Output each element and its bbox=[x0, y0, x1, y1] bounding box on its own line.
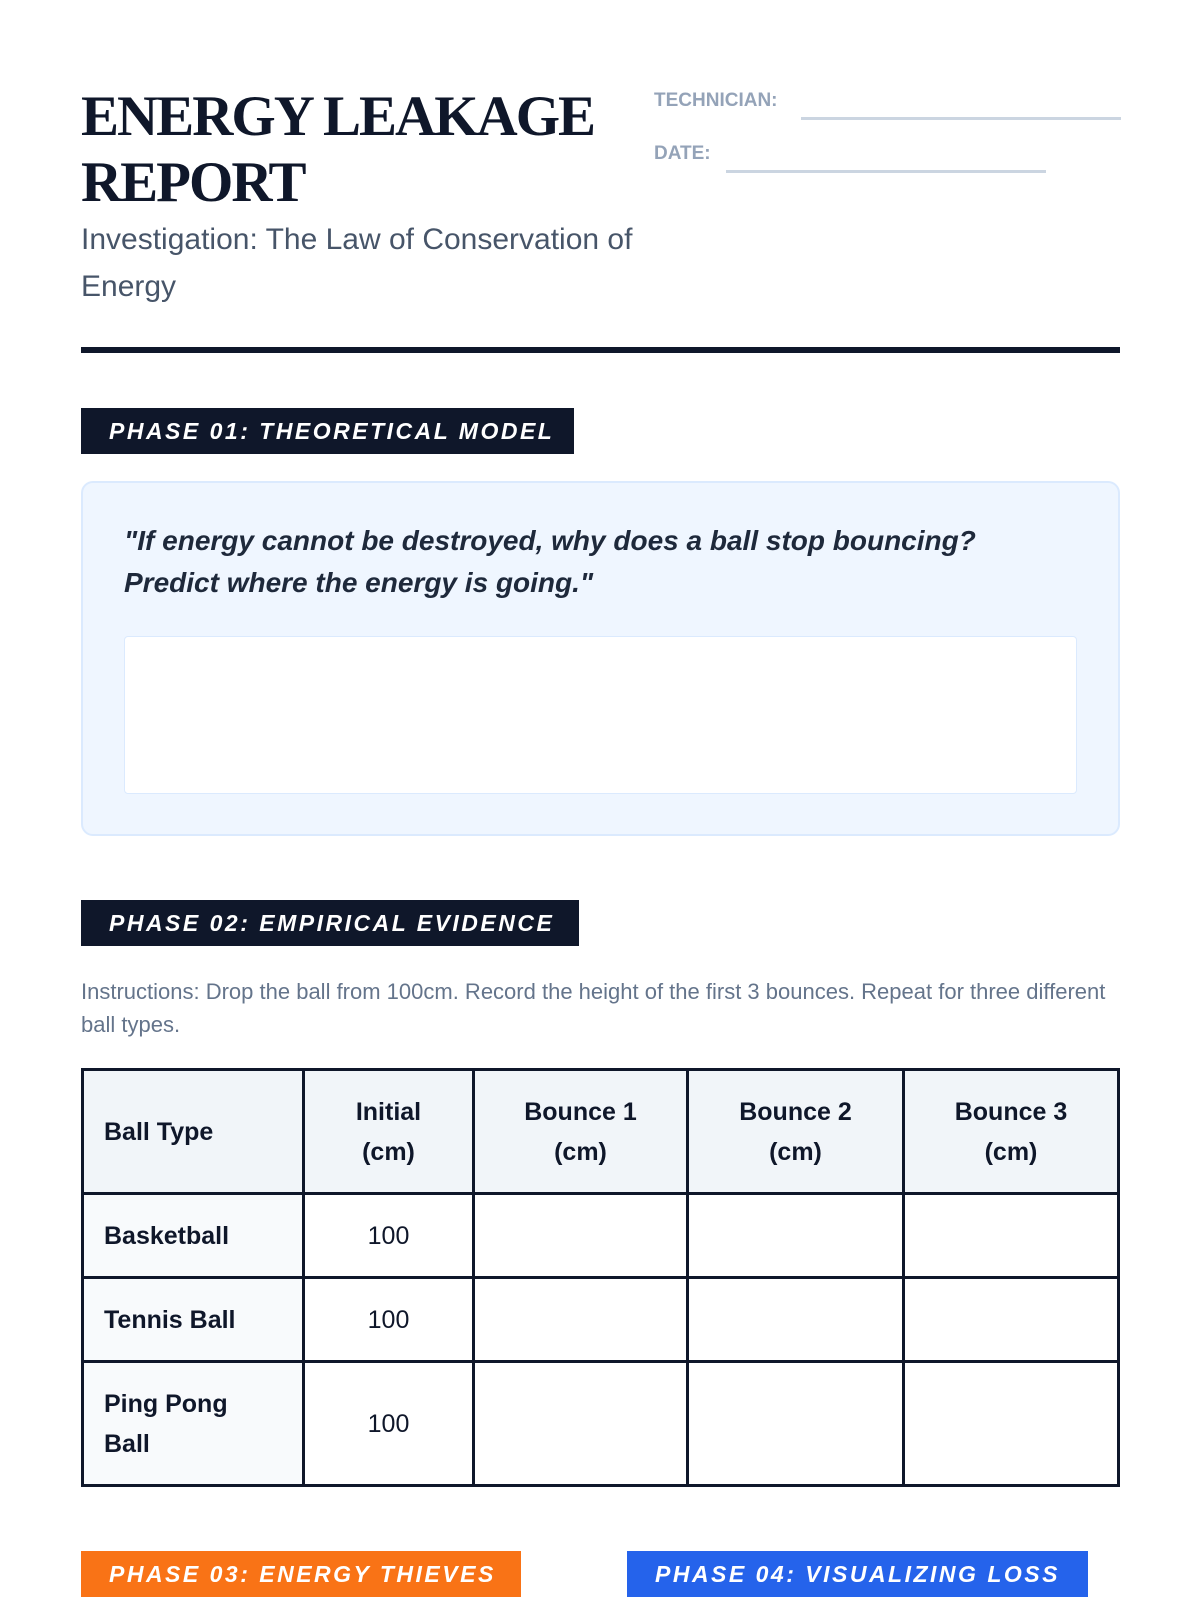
table-header-row bbox=[83, 1070, 1119, 1194]
phase-03-badge: PHASE 03: ENERGY THIEVES bbox=[81, 1551, 521, 1597]
report-subtitle: Investigation: The Law of Conservation of Energy bbox=[81, 223, 633, 303]
date-field[interactable] bbox=[726, 170, 1046, 173]
phase-01-badge: PHASE 01: THEORETICAL MODEL bbox=[81, 408, 574, 454]
ball-type-cell: Basketball bbox=[83, 1194, 304, 1278]
bounce-3-input[interactable] bbox=[904, 1362, 1119, 1486]
table-row bbox=[83, 1362, 1119, 1486]
technician-label: TECHNICIAN: bbox=[654, 90, 778, 111]
bounce-1-input[interactable] bbox=[474, 1278, 688, 1362]
column-header: Bounce 1 (cm) bbox=[474, 1070, 688, 1194]
bounce-2-input[interactable] bbox=[688, 1362, 904, 1486]
column-header: Bounce 3 (cm) bbox=[904, 1070, 1119, 1194]
table-row bbox=[83, 1278, 1119, 1362]
bounce-1-input[interactable] bbox=[474, 1194, 688, 1278]
bounce-data-table bbox=[81, 1068, 1120, 1487]
header-divider bbox=[81, 347, 1120, 353]
report-title: ENERGY LEAKAGE REPORT bbox=[81, 85, 595, 214]
column-header: Ball Type bbox=[83, 1070, 304, 1194]
prediction-question: "If energy cannot be destroyed, why does a ball stop bouncing? Predict where the energy is going." bbox=[124, 525, 976, 598]
bounce-2-input[interactable] bbox=[688, 1278, 904, 1362]
phase-04-badge: PHASE 04: VISUALIZING LOSS bbox=[627, 1551, 1088, 1597]
phase-02-badge: PHASE 02: EMPIRICAL EVIDENCE bbox=[81, 900, 579, 946]
instructions-text: Instructions: Drop the ball from 100cm. Record the height of the first 3 bounces. Repeat for three different ball types. bbox=[81, 979, 1106, 1037]
initial-cell: 100 bbox=[304, 1278, 474, 1362]
prediction-panel bbox=[81, 481, 1120, 836]
bounce-3-input[interactable] bbox=[904, 1278, 1119, 1362]
initial-cell: 100 bbox=[304, 1362, 474, 1486]
bounce-2-input[interactable] bbox=[688, 1194, 904, 1278]
column-header: Initial (cm) bbox=[304, 1070, 474, 1194]
header-text-column bbox=[81, 84, 651, 310]
bounce-1-input[interactable] bbox=[474, 1362, 688, 1486]
ball-type-cell: Ping Pong Ball bbox=[83, 1362, 304, 1486]
bounce-3-input[interactable] bbox=[904, 1194, 1119, 1278]
technician-field[interactable] bbox=[801, 117, 1121, 120]
date-label: DATE: bbox=[654, 143, 711, 164]
ball-type-cell: Tennis Ball bbox=[83, 1278, 304, 1362]
initial-cell: 100 bbox=[304, 1194, 474, 1278]
column-header: Bounce 2 (cm) bbox=[688, 1070, 904, 1194]
table-row bbox=[83, 1194, 1119, 1278]
prediction-answer-input[interactable] bbox=[124, 636, 1077, 794]
